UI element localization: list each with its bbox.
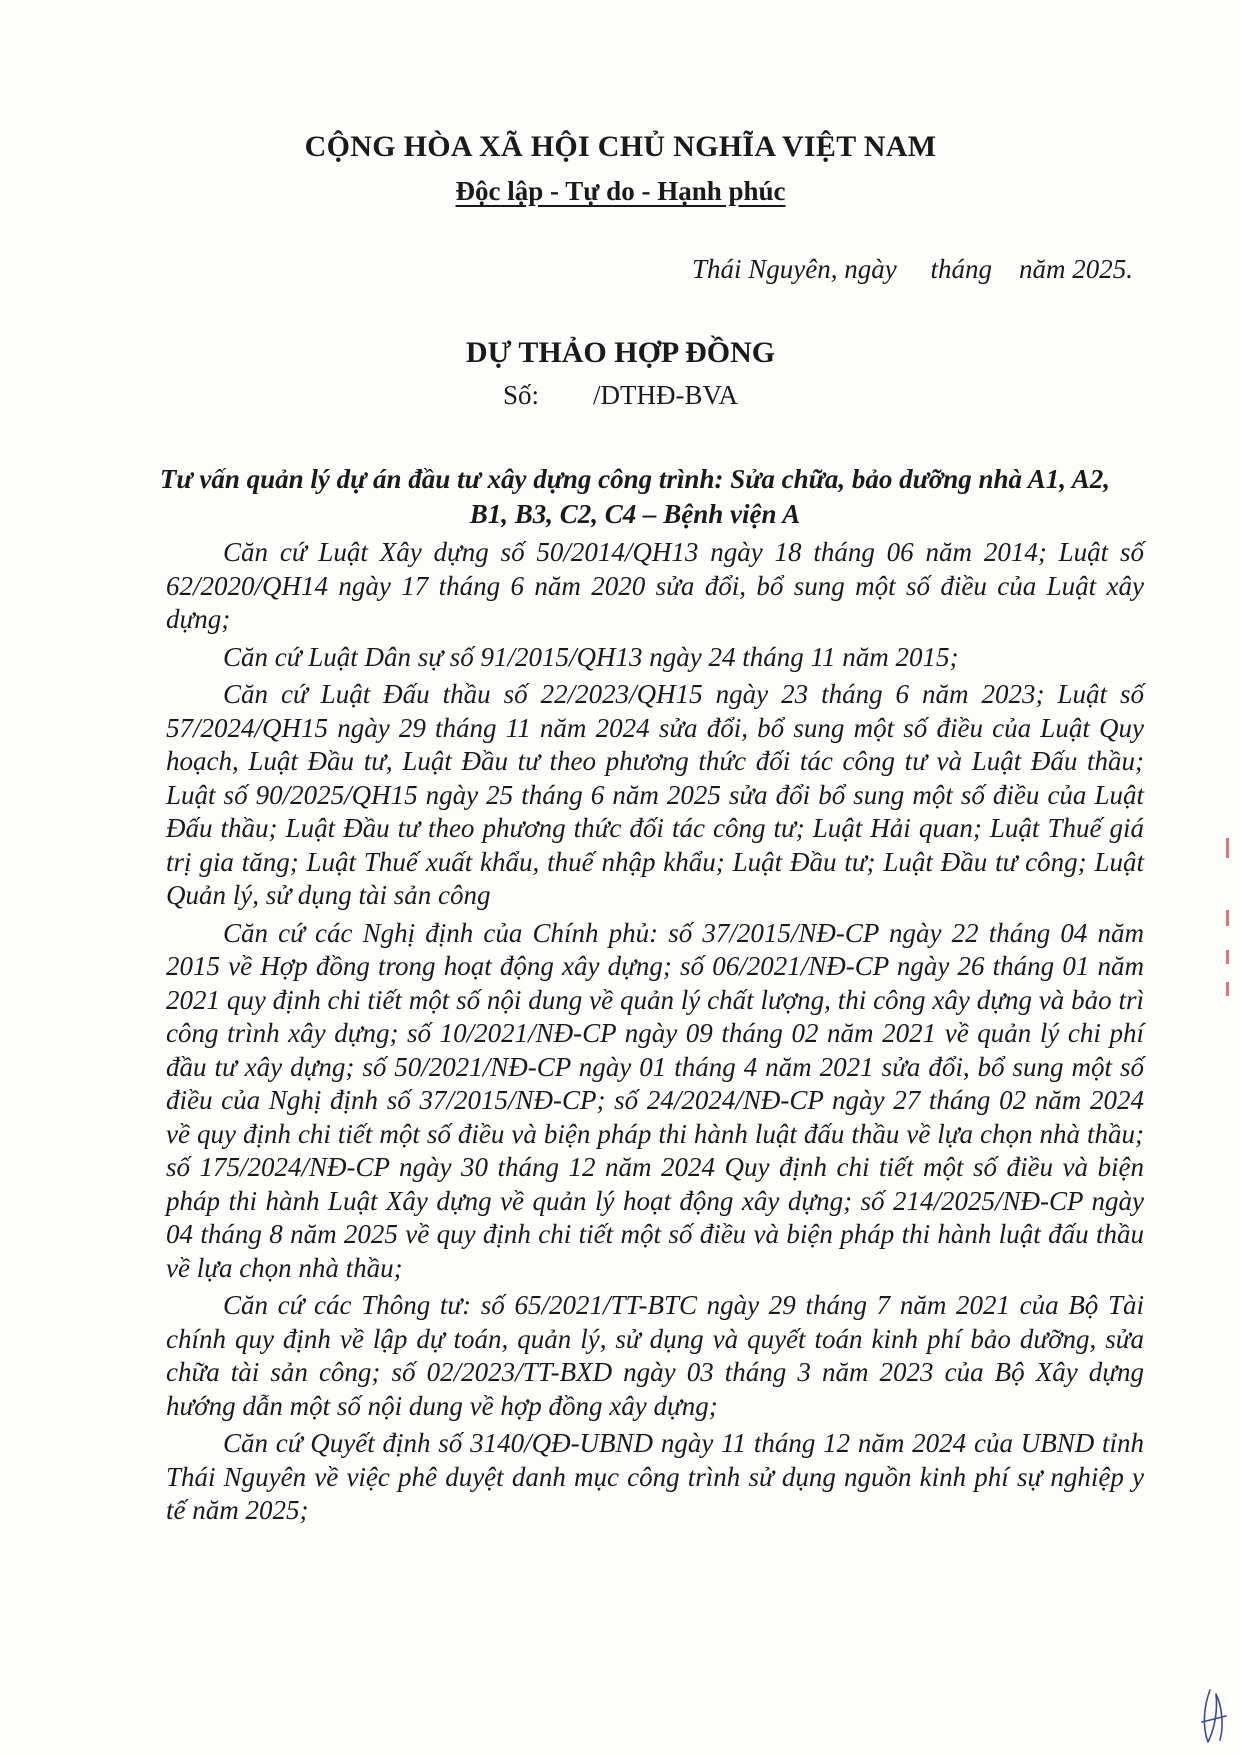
stamp-mark xyxy=(1226,838,1229,858)
contract-subject: Tư vấn quản lý dự án đầu tư xây dựng công trình: Sửa chữa, bảo dưỡng nhà A1, A2, B1, B3, C2, C4 – Bệnh viện A xyxy=(159,464,1111,529)
legal-bases xyxy=(166,536,1144,1532)
basis-paragraph: Căn cứ Luật Dân sự số 91/2015/QH13 ngày 24 tháng 11 năm 2015; xyxy=(223,641,959,672)
basis-paragraph: Căn cứ Quyết định số 3140/QĐ-UBND ngày 11 tháng 12 năm 2024 của UBND tỉnh Thái Nguyên về việc phê duyệt danh mục công trình sử dụng nguồn kinh phí sự nghiệp y tế năm 2025; xyxy=(166,1428,1144,1525)
stamp-mark xyxy=(1226,910,1229,926)
motto-text: Độc lập - Tự do - Hạnh phúc xyxy=(455,176,786,206)
basis-paragraph: Căn cứ các Thông tư: số 65/2021/TT-BTC ngày 29 tháng 7 năm 2021 của Bộ Tài chính quy định về lập dự toán, quản lý, sử dụng và quyết toán kinh phí bảo dưỡng, sửa chữa tài sản công; số 02/2023/TT-BXD ngày 03 tháng 3 năm 2023 của Bộ Xây dựng hướng dẫn một số nội dung về hợp đồng xây dựng; xyxy=(166,1290,1144,1421)
place-date: Thái Nguyên, ngày tháng năm 2025. xyxy=(692,254,1133,284)
basis-paragraph: Căn cứ các Nghị định của Chính phủ: số 37/2015/NĐ-CP ngày 22 tháng 04 năm 2015 về Hợp đồng trong hoạt động xây dựng; số 06/2021/NĐ-CP ngày 26 tháng 01 năm 2021 quy định chi tiết một số nội dung về quản lý chất lượng, thi công xây dựng và bảo trì công trình xây dựng; số 10/2021/NĐ-CP ngày 09 tháng 02 năm 2021 về quản lý chi phí đầu tư xây dựng; số 50/2021/NĐ-CP ngày 01 tháng 4 năm 2021 sửa đổi, bổ sung một số điều của Nghị định số 37/2015/NĐ-CP; số 24/2024/NĐ-CP ngày 27 tháng 02 năm 2024 về quy định chi tiết một số điều và biện pháp thi hành luật đấu thầu về lựa chọn nhà thầu; số 175/2024/NĐ-CP ngày 30 tháng 12 năm 2024 Quy định chi tiết một số điều và biện pháp thi hành Luật Xây dựng về quản lý hoạt động xây dựng; số 214/2025/NĐ-CP ngày 04 tháng 8 năm 2025 về quy định chi tiết một số điều và biện pháp thi hành luật đấu thầu về lựa chọn nhà thầu; xyxy=(166,917,1144,1283)
stamp-mark xyxy=(1226,950,1229,964)
national-title: CỘNG HÒA XÃ HỘI CHỦ NGHĨA VIỆT NAM xyxy=(304,130,937,163)
document-title: DỰ THẢO HỢP ĐỒNG xyxy=(465,336,776,369)
national-motto xyxy=(0,176,1241,207)
stamp-mark xyxy=(1226,982,1229,996)
signature-mark xyxy=(1196,1686,1230,1746)
basis-paragraph: Căn cứ Luật Xây dựng số 50/2014/QH13 ngày 18 tháng 06 năm 2014; Luật số 62/2020/QH14 ngày 17 tháng 6 năm 2020 sửa đổi, bổ sung một số điều của Luật xây dựng; xyxy=(166,537,1144,634)
document-number: Số: /DTHĐ-BVA xyxy=(502,380,739,410)
basis-paragraph: Căn cứ Luật Đấu thầu số 22/2023/QH15 ngày 23 tháng 6 năm 2023; Luật số 57/2024/QH15 ngày 29 tháng 11 năm 2024 sửa đổi, bổ sung một số điều của Luật Quy hoạch, Luật Đầu tư, Luật Đầu tư theo phương thức đối tác công tư và Luật Đấu thầu; Luật số 90/2025/QH15 ngày 25 tháng 6 năm 2025 sửa đổi bổ sung một số điều của Luật Đấu thầu; Luật Đầu tư theo phương thức đối tác công tư; Luật Hải quan; Luật Thuế giá trị gia tăng; Luật Thuế xuất khẩu, thuế nhập khẩu; Luật Đầu tư; Luật Đầu tư công; Luật Quản lý, sử dụng tài sản công xyxy=(166,679,1144,910)
